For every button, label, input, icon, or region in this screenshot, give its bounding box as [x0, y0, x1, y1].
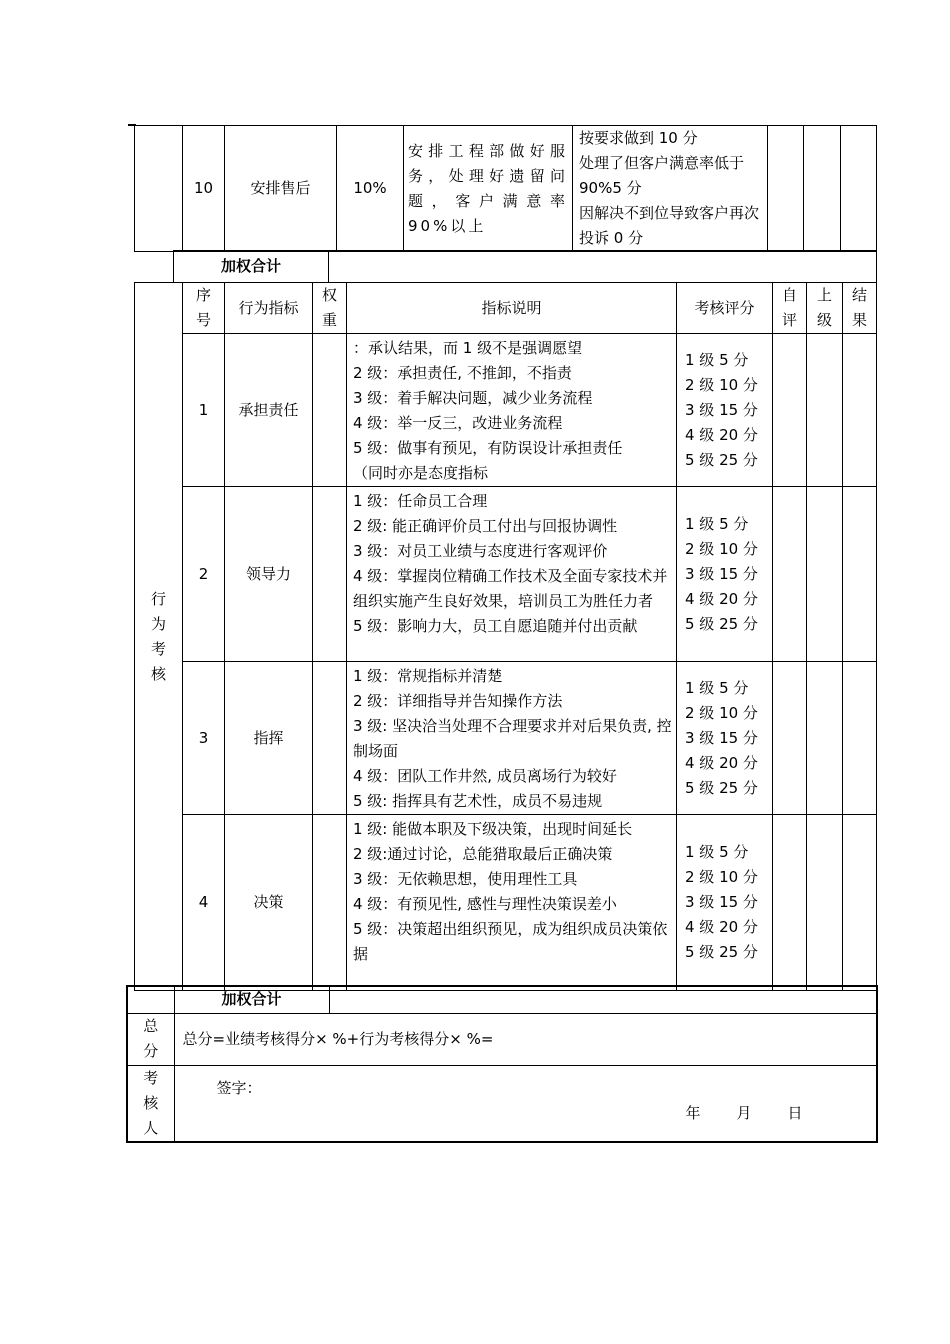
indicator-name: 领导力	[225, 487, 313, 662]
reviewer-label: 考 核 人	[127, 1065, 174, 1142]
header-no: 序 号	[183, 283, 225, 334]
indicator-description: 1 级：常规指标并清楚 2 级：详细指导并告知操作方法 3 级: 坚决洽当处理不合理要求并对后果负责, 控制场面 4 级：团队工作井然, 成员离场行为较好 5 级: 指挥具有艺术性，成员不易违规	[347, 662, 677, 815]
behavior-table	[134, 282, 877, 991]
header-indicator: 行为指标	[225, 283, 313, 334]
table-row	[135, 334, 877, 487]
sign-label: 签字：	[216, 1078, 262, 1097]
superior-eval-cell[interactable]	[807, 487, 843, 662]
table-row	[135, 126, 877, 252]
score-levels: 1 级 5 分 2 级 10 分 3 级 15 分 4 级 20 分 5 级 25 分	[677, 815, 773, 991]
row-no: 3	[183, 662, 225, 815]
indicator-description: 1 级：任命员工合理 2 级: 能正确评价员工付出与回报协调性 3 级：对员工业绩与态度进行客观评价 4 级：掌握岗位精确工作技术及全面专家技术并组织实施产生良好效果，培训员工为胜任力者 5 级：影响力大，员工自愿追随并付出贡献	[347, 487, 677, 662]
self-eval-cell[interactable]	[773, 334, 807, 487]
criteria-line: 处理了但客户满意率低于 90%5 分	[579, 154, 745, 197]
performance-table	[134, 125, 877, 252]
indicator-name: 安排售后	[225, 126, 337, 252]
self-eval-cell[interactable]	[773, 487, 807, 662]
footer-table	[126, 985, 878, 1143]
header-description: 指标说明	[347, 283, 677, 334]
indicator-criteria	[573, 126, 768, 252]
result-cell[interactable]	[843, 487, 877, 662]
criteria-line: 按要求做到 10 分	[579, 129, 698, 147]
table-row	[135, 815, 877, 991]
indicator-name: 承担责任	[225, 334, 313, 487]
row-no: 1	[183, 334, 225, 487]
section-label-behavior: 行 为 考 核	[135, 283, 183, 991]
weighted-total-row	[127, 986, 877, 1013]
score-levels: 1 级 5 分 2 级 10 分 3 级 15 分 4 级 20 分 5 级 25 分	[677, 487, 773, 662]
result-cell[interactable]	[843, 815, 877, 991]
total-formula: 总分=业绩考核得分× %+行为考核得分× %=	[174, 1013, 877, 1065]
header-weight: 权 重	[313, 283, 347, 334]
header-row	[135, 283, 877, 334]
indicator-name: 指挥	[225, 662, 313, 815]
row-no: 2	[183, 487, 225, 662]
self-eval-cell[interactable]	[768, 126, 804, 252]
weighted-total-value[interactable]	[329, 251, 877, 283]
row-no: 10	[183, 126, 225, 252]
result-cell[interactable]	[841, 126, 877, 252]
header-score: 考核评分	[677, 283, 773, 334]
indicator-name: 决策	[225, 815, 313, 991]
weight-cell[interactable]	[313, 487, 347, 662]
weighted-total-label: 加权合计	[174, 251, 329, 283]
total-label: 总 分	[127, 1013, 174, 1065]
self-eval-cell[interactable]	[773, 662, 807, 815]
result-cell[interactable]	[843, 662, 877, 815]
table-row	[135, 662, 877, 815]
self-eval-cell[interactable]	[773, 815, 807, 991]
weighted-total-table-1	[173, 250, 877, 283]
indicator-weight: 10%	[337, 126, 404, 252]
total-row	[127, 1013, 877, 1065]
indicator-description: 1 级: 能做本职及下级决策，出现时间延长 2 级:通过讨论，总能猎取最后正确决策 3 级：无依赖思想，使用理性工具 4 级：有预见性, 感性与理性决策误差小 5 级：决策超出组织预见，成为组织成员决策依据	[347, 815, 677, 991]
date-day-label: 日	[787, 1103, 803, 1122]
row-no: 4	[183, 815, 225, 991]
superior-eval-cell[interactable]	[807, 334, 843, 487]
weight-cell[interactable]	[313, 662, 347, 815]
date-year-label: 年	[685, 1103, 701, 1122]
criteria-line: 因解决不到位导致客户再次投诉 0 分	[579, 204, 760, 247]
reviewer-row	[127, 1065, 877, 1142]
reviewer-sign-area[interactable]	[174, 1065, 877, 1142]
score-levels: 1 级 5 分 2 级 10 分 3 级 15 分 4 级 20 分 5 级 25 分	[677, 334, 773, 487]
table-row	[135, 487, 877, 662]
superior-eval-cell[interactable]	[804, 126, 841, 252]
weighted-total-label: 加权合计	[174, 986, 329, 1013]
indicator-description: ：承认结果，而 1 级不是强调愿望 2 级：承担责任, 不推卸，不指责 3 级：着手解决问题，减少业务流程 4 级：举一反三，改进业务流程 5 级：做事有预见，有防误设计承担责任 （同时亦是态度指标	[347, 334, 677, 487]
score-levels: 1 级 5 分 2 级 10 分 3 级 15 分 4 级 20 分 5 级 25 分	[677, 662, 773, 815]
weighted-total-value[interactable]	[329, 986, 877, 1013]
header-superior: 上 级	[807, 283, 843, 334]
page-edge-mark	[128, 124, 136, 126]
superior-eval-cell[interactable]	[807, 662, 843, 815]
weight-cell[interactable]	[313, 815, 347, 991]
indicator-description: 安排工程部做好服务，处理好遗留问题，客户满意率90%以上	[404, 126, 573, 252]
weight-cell[interactable]	[313, 334, 347, 487]
superior-eval-cell[interactable]	[807, 815, 843, 991]
date-month-label: 月	[736, 1103, 752, 1122]
empty-cell	[127, 986, 174, 1013]
empty-cell	[135, 126, 183, 252]
result-cell[interactable]	[843, 334, 877, 487]
header-result: 结 果	[843, 283, 877, 334]
header-self: 自 评	[773, 283, 807, 334]
